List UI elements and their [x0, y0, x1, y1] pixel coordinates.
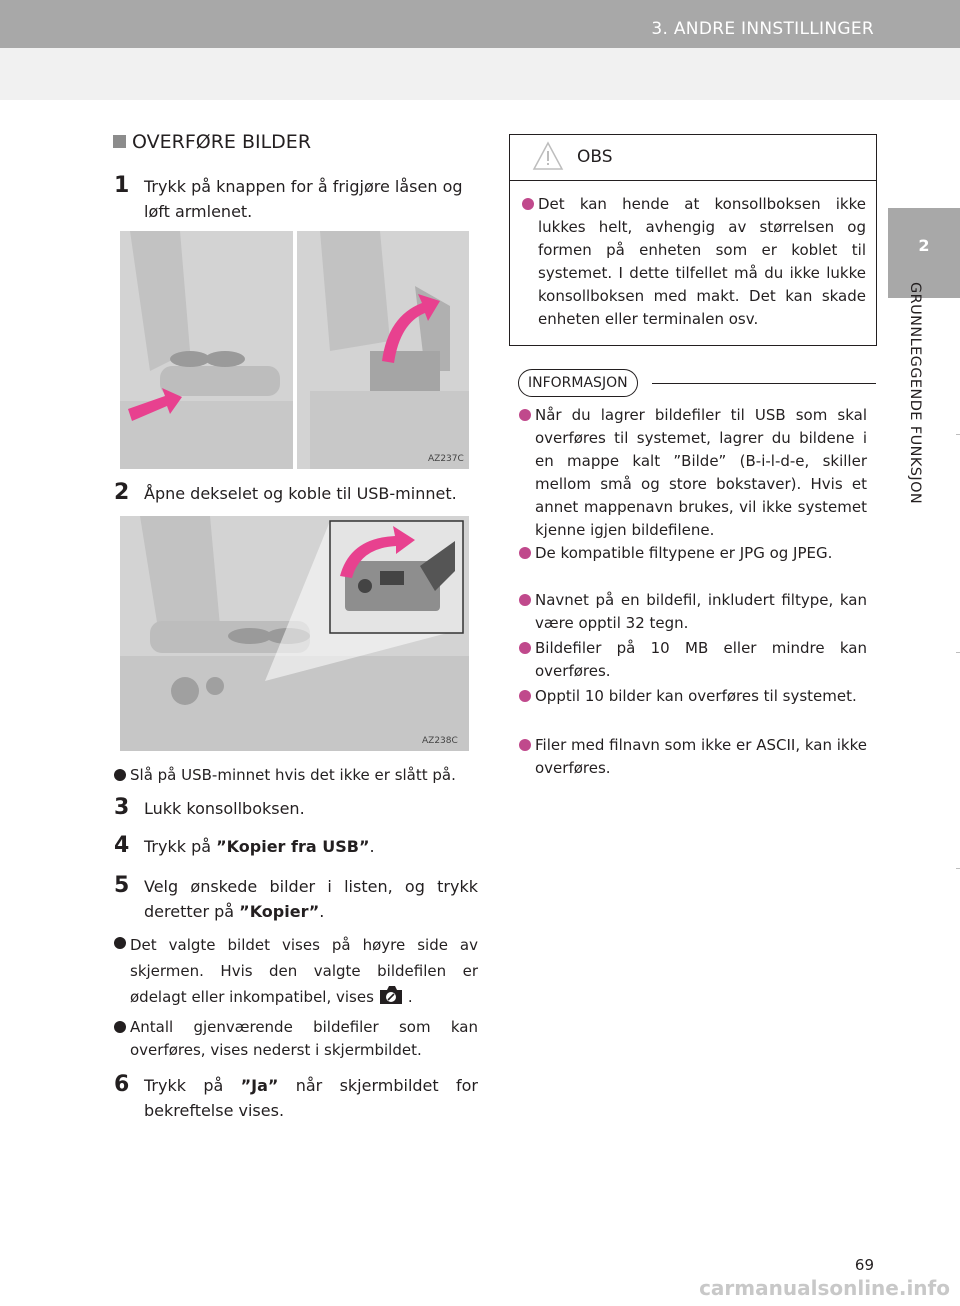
bullet-dot — [519, 547, 531, 559]
margin-mark — [956, 652, 960, 653]
step-text: Velg ønskede bilder i listen, og trykk deretter på ”Kopier”. — [144, 877, 478, 921]
usb-illustration — [120, 516, 469, 751]
step-number: 6 — [114, 1072, 130, 1097]
bullet-dot — [522, 198, 534, 210]
info-title: INFORMASJON — [518, 369, 638, 397]
step-text: Trykk på knappen for å frigjøre låsen og løft armlenet. — [144, 177, 463, 221]
bullet-item: Slå på USB-minnet hvis det ikke er slått på. — [114, 764, 478, 787]
step-number: 5 — [114, 873, 130, 898]
caution-item: Det kan hende at konsollboksen ikke lukkes helt, avhengig av størrelsen og formen på enheten som er koblet til systemet. I dette tilfellet må du ikke lukke konsollboksen med makt. Det kan skade enheten eller terminalen osv. — [522, 193, 866, 331]
caution-title: OBS — [577, 147, 613, 167]
figure-caption: AZ237C — [428, 454, 464, 464]
chapter-title: 3. ANDRE INNSTILLINGER — [651, 19, 874, 39]
step-2 — [114, 481, 478, 506]
info-item: Opptil 10 bilder kan overføres til systemet. — [519, 685, 867, 708]
caution-box — [509, 134, 877, 346]
bullet-dot — [519, 642, 531, 654]
step-number: 2 — [114, 480, 130, 505]
info-item: Når du lagrer bildefiler til USB som skal overføres til systemet, lagrer du bildene i en mappe kalt ”Bilde” (B-i-l-d-e, skiller mellom små og store bokstaver). Hvis et annet mappenavn brukes, vil ikke systemet kjenne igjen bildefilene. — [519, 404, 867, 542]
figure-caption: AZ238C — [422, 736, 458, 746]
info-divider — [652, 383, 876, 384]
step-text: Trykk på ”Ja” når skjermbildet for bekreftelse vises. — [144, 1076, 479, 1120]
button-name: ”Ja” — [240, 1076, 279, 1095]
bullet-dot — [519, 594, 531, 606]
step-5 — [114, 874, 478, 924]
chapter-number: 2 — [918, 236, 930, 255]
section-title: OVERFØRE BILDER — [113, 131, 311, 153]
step-number: 4 — [114, 833, 130, 858]
step-text: Lukk konsollboksen. — [144, 799, 305, 818]
button-name: ”Kopier fra USB” — [216, 837, 370, 856]
step-4 — [114, 834, 478, 859]
step-number: 1 — [114, 173, 130, 198]
info-item: De kompatible filtypene er JPG og JPEG. — [519, 542, 867, 565]
bullet-dot — [519, 739, 531, 751]
warning-icon — [532, 141, 564, 171]
image-error-icon — [378, 984, 404, 1006]
margin-mark — [956, 434, 960, 435]
bullet-item: Det valgte bildet vises på høyre side av skjermen. Hvis den valgte bildefilen er ødelagt eller inkompatibel, vises . — [114, 932, 478, 1010]
step-1 — [114, 174, 478, 224]
step-number: 3 — [114, 795, 130, 820]
margin-mark — [956, 868, 960, 869]
bullet-dot — [519, 690, 531, 702]
button-name: ”Kopier” — [239, 902, 320, 921]
info-item: Bildefiler på 10 MB eller mindre kan overføres. — [519, 637, 867, 683]
page-header — [0, 0, 960, 100]
armrest-figure — [120, 231, 469, 469]
info-item: Navnet på en bildefil, inkludert filtype, kan være opptil 32 tegn. — [519, 589, 867, 635]
bullet-dot — [519, 409, 531, 421]
bullet-dot — [114, 769, 126, 781]
step-6 — [114, 1073, 478, 1123]
armrest-illustration — [120, 231, 469, 469]
page-number: 69 — [854, 1256, 874, 1274]
bullet-item: Antall gjenværende bildefiler som kan overføres, vises nederst i skjermbildet. — [114, 1016, 478, 1062]
bullet-dot — [114, 1021, 126, 1033]
usb-figure — [120, 516, 469, 751]
chapter-label: GRUNNLEGGENDE FUNKSJON — [907, 282, 923, 505]
info-item: Filer med filnavn som ikke er ASCII, kan ikke overføres. — [519, 734, 867, 780]
section-square-icon — [113, 135, 126, 148]
step-text: Trykk på ”Kopier fra USB”. — [144, 837, 375, 856]
caution-header — [510, 135, 876, 181]
step-text: Åpne dekselet og koble til USB-minnet. — [144, 484, 457, 503]
watermark: carmanualsonline.info — [699, 1276, 950, 1300]
step-3 — [114, 796, 478, 821]
chapter-tab — [888, 208, 960, 298]
bullet-dot — [114, 937, 126, 949]
